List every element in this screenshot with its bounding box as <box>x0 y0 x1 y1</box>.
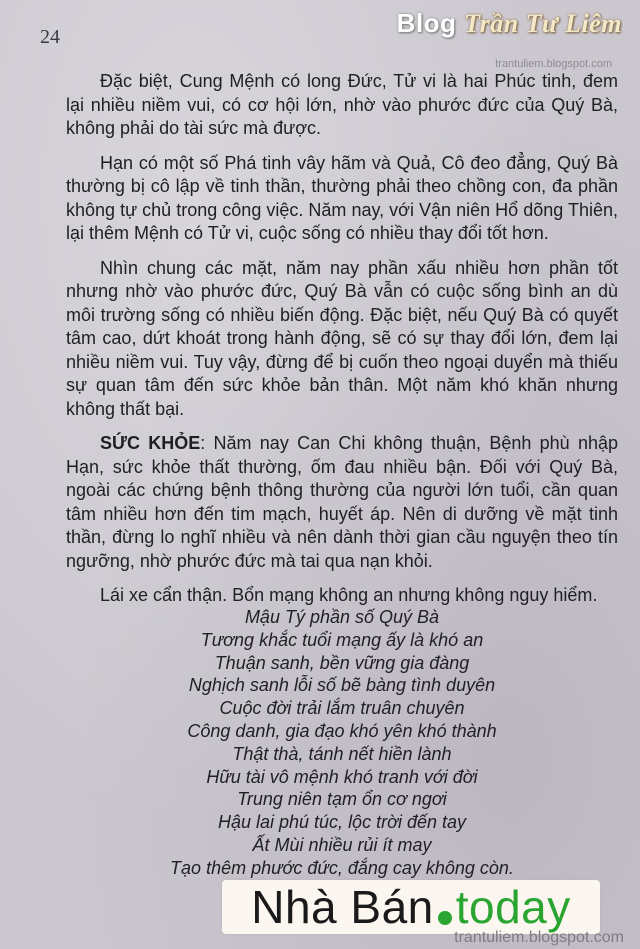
paragraph-3 <box>66 257 618 422</box>
poem-line: Thuận sanh, bền vững gia đàng <box>214 652 470 673</box>
paragraph-text: Lái xe cẩn thận. Bổn mạng không an nhưng không nguy hiểm. <box>100 585 598 605</box>
watermark-url-bottom: trantuliem.blogspot.com <box>454 929 624 946</box>
poem-line: Tạo thêm phước đức, đắng cay không còn. <box>170 857 514 878</box>
paragraph-text: Đặc biệt, Cung Mệnh có long Đức, Tử vi là hai Phúc tinh, đem lại nhiều niềm vui, có cơ hội lớn, nhờ vào phước đức của Quý Bà, không phải do tài sức mà được. <box>66 71 618 138</box>
paragraph-text: Hạn có một số Phá tinh vây hãm và Quả, Cô đeo đẳng, Quý Bà thường bị cô lập về tinh thần, thường phải theo chồng con, đa phần không tự chủ trong công việc. Năm nay, với Vận niên Hổ dõng Thiên, lại thêm Mệnh có Tử vi, cuộc sống có nhiều thay đổi tốt hơn. <box>66 152 618 243</box>
poem-line: Cuộc đời trải lắm truân chuyên <box>219 698 465 719</box>
poem-line: Mậu Tý phần số Quý Bà <box>244 607 440 627</box>
paragraph-1 <box>66 70 618 141</box>
poem <box>66 606 618 880</box>
page-number: 24 <box>40 26 60 48</box>
poem-line: Hậu lai phú túc, lộc trời đến tay <box>217 812 466 833</box>
paragraph-text: Nhìn chung các mặt, năm nay phần xấu nhiều hơn phần tốt nhưng nhờ vào phước đức, Quý Bà vẫn có cuộc sống bình an dù môi trường sống có nhiều biến động. Đặc biệt, nếu Quý Bà có quyết tâm cao, dứt khoát trong hành động, sẽ có sự thay đổi lớn, đem lại nhiều niềm vui. Tuy vậy, đừng để bị cuốn theo ngoại duyển mà thiếu sự quan tâm đến sức khỏe bản thân. Một năm khó khăn nhưng không thất bại. <box>66 257 618 419</box>
blog-logo[interactable] <box>397 8 622 39</box>
paragraph-text: : Năm nay Can Chi không thuận, Bệnh phù nhập Hạn, sức khỏe thất thường, ốm đau nhiều bận. Đối với Quý Bà, ngoài các chứng bệnh thông thường của người lớn tuổi, cần quan tâm nhiều hơn đến tim mạch, huyết áp. Nên di dưỡng về mặt tinh thần, đừng lo nghĩ nhiều và nên dành thời gian cầu nguyện theo tín ngưỡng, nhờ phước đức mà tai qua nạn khỏi. <box>66 433 619 571</box>
watermark-url-top: trantuliem.blogspot.com <box>495 58 612 70</box>
poem-line: Công danh, gia đạo khó yên khó thành <box>187 720 497 741</box>
banner-tld: today <box>455 881 571 933</box>
poem-line: Hữu tài vô mệnh khó tranh với đời <box>206 766 478 787</box>
paragraph-5 <box>66 584 618 608</box>
banner-brand: Nhà Bán <box>251 881 434 933</box>
paragraph-health <box>66 432 618 573</box>
banner-dot-icon <box>438 911 452 925</box>
poem-line: Trung niên tạm ổn cơ ngơi <box>237 789 447 810</box>
article-body <box>66 70 618 619</box>
poem-line: Thật thà, tánh nết hiền lành <box>232 743 452 764</box>
poem-line: Nghịch sanh lỗi số bẽ bàng tình duyên <box>188 675 496 696</box>
paragraph-2 <box>66 152 618 246</box>
blog-logo-word: Blog <box>396 8 457 38</box>
health-heading: SỨC KHỎE <box>100 433 201 453</box>
poem-line: Ất Mùi nhiều rủi ít may <box>252 834 432 855</box>
nhaban-banner[interactable] <box>222 880 600 934</box>
poem-line: Tương khắc tuổi mạng ấy là khó an <box>200 629 484 650</box>
blog-logo-name: Trần Tư Liêm <box>464 9 622 38</box>
